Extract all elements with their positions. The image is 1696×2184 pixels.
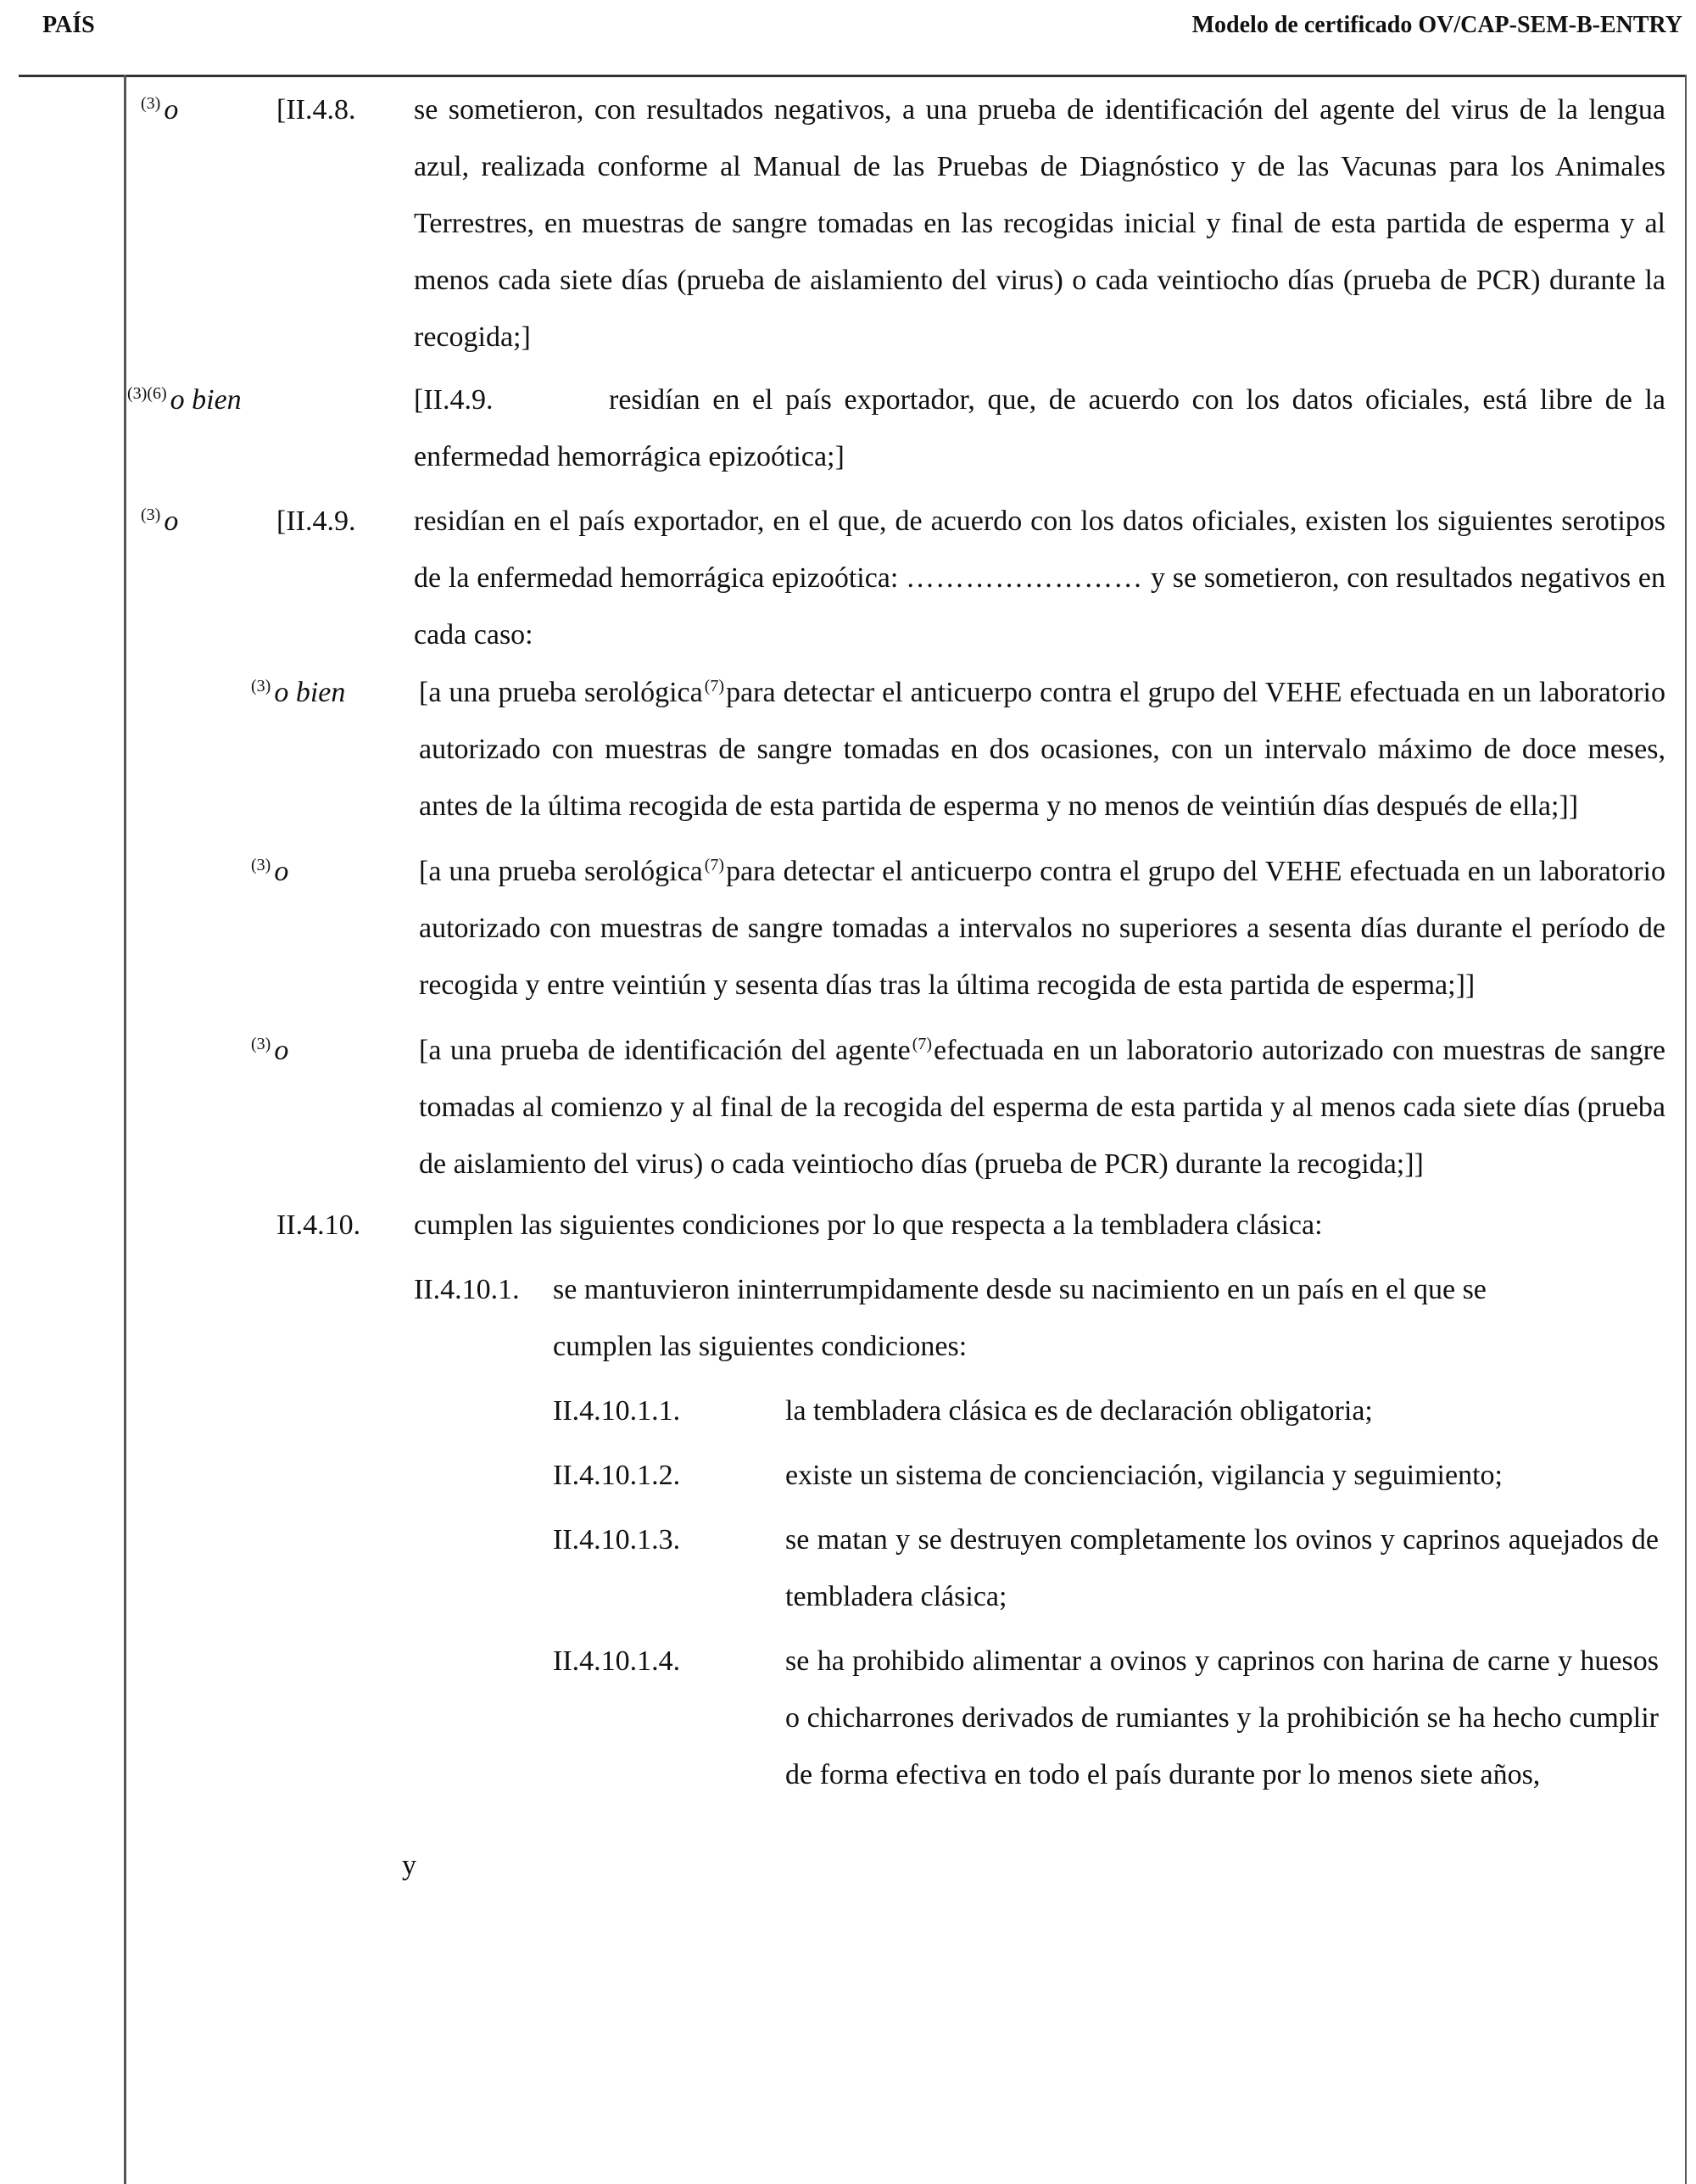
conjunction-y [0, 1837, 1696, 1894]
certificate-model-title: Modelo de certificado OV/CAP-SEM-B-ENTRY [1191, 12, 1682, 38]
clause-ii-4-10-1-4 [0, 1633, 1696, 1803]
option-text-continued: para detectar el anticuerpo contra el grupo del VEHE efectuada en un laboratorio autorizado con muestras de sangre tomadas a intervalos no superiores a sesenta días durante el período de recogida y entre veintiún y sesenta días tras la última recogida de esta partida de esperma;]] [419, 856, 1665, 1001]
clause-ii-4-10-1-2 [0, 1447, 1696, 1504]
clause-number: II.4.10.1. [414, 1274, 520, 1305]
clause-text: se ha prohibido alimentar a ovinos y caprinos con harina de carne y huesos o chicharrones derivados de rumiantes y la prohibición se ha hecho cumplir de forma efectiva en todo el país durante por lo menos siete años, [785, 1645, 1659, 1790]
clause-text-continued: y se sometieron, con resultados negativos en cada caso: [414, 562, 1666, 651]
option-marker: $^{(3)}$ o bien [251, 677, 346, 708]
option-marker: $^{(3)}$ o [251, 856, 289, 887]
clause-number: [II.4.9. [276, 506, 356, 537]
clause-text: la tembladera clásica es de declaración obligatoria; [785, 1395, 1373, 1427]
conjunction-text: y [402, 1850, 416, 1881]
option-marker: $^{(3)}$ o [251, 1035, 289, 1066]
clause-ii-4-8 [0, 81, 1696, 366]
option-marker: $^{(3)}$ o [141, 94, 179, 126]
serotype-blank-field: …………………… [906, 562, 1144, 594]
certificate-body [0, 81, 1696, 1894]
sub-option-2 [0, 843, 1696, 1014]
clause-number: II.4.10.1.4. [553, 1645, 681, 1677]
clause-text: se matan y se destruyen completamente los ovinos y caprinos aquejados de tembladera clásica; [785, 1524, 1659, 1612]
clause-number: II.4.10. [276, 1209, 361, 1241]
sub-option-1 [0, 664, 1696, 835]
clause-text: se mantuvieron ininterrumpidamente desde su nacimiento en un país en el que se cumplen las siguientes condiciones: [553, 1274, 1487, 1362]
country-label: PAÍS [42, 12, 95, 38]
clause-text: residían en el país exportador, que, de acuerdo con los datos oficiales, está libre de la enfermedad hemorrágica epizoótica;] [414, 384, 1665, 472]
footnote-ref: (7) [704, 677, 725, 695]
option-marker: $^{(3)}$ o [141, 506, 179, 537]
clause-ii-4-10-1-1 [0, 1382, 1696, 1439]
option-text: [a una prueba de identificación del agente [419, 1035, 911, 1066]
clause-text: residían en el país exportador, en el que, de acuerdo con los datos oficiales, existen los siguientes serotipos de la enfermedad hemorrágica epizoótica: [414, 506, 1665, 594]
header-rule [19, 75, 1686, 77]
option-text-continued: para detectar el anticuerpo contra el grupo del VEHE efectuada en un laboratorio autorizado con muestras de sangre tomadas en dos ocasiones, con un intervalo máximo de doce meses, antes de la última recogida de esta partida de esperma y no menos de veintiún días después de ella;]] [419, 677, 1665, 822]
clause-ii-4-10-1 [0, 1261, 1696, 1375]
sub-option-3 [0, 1022, 1696, 1193]
option-marker: $^{(3)(6)}$ o bien [127, 384, 242, 416]
clause-number: II.4.10.1.2. [553, 1460, 681, 1491]
option-text: [a una prueba serológica [419, 677, 703, 708]
footnote-ref: (7) [912, 1035, 933, 1053]
clause-number: II.4.10.1.3. [553, 1524, 681, 1556]
clause-number: II.4.10.1.1. [553, 1395, 681, 1427]
clause-ii-4-9-a [0, 371, 1696, 485]
clause-text: se sometieron, con resultados negativos, a una prueba de identificación del agente del virus de la lengua azul, realizada conforme al Manual de las Pruebas de Diagnóstico y de las Vacunas para los Animales Terrestres, en muestras de sangre tomadas en las recogidas inicial y final de esta partida de esperma y al menos cada siete días (prueba de aislamiento del virus) o cada veintiocho días (prueba de PCR) durante la recogida;] [414, 94, 1665, 353]
option-text: [a una prueba serológica [419, 856, 703, 887]
footnote-ref: (7) [704, 856, 725, 874]
clause-text: cumplen las siguientes condiciones por lo que respecta a la tembladera clásica: [414, 1209, 1323, 1241]
clause-number: [II.4.8. [276, 94, 356, 126]
clause-ii-4-9-b [0, 493, 1696, 663]
clause-number: [II.4.9. [414, 384, 494, 416]
clause-text: existe un sistema de concienciación, vigilancia y seguimiento; [785, 1460, 1503, 1491]
clause-ii-4-10-1-3 [0, 1511, 1696, 1625]
clause-ii-4-10 [0, 1197, 1696, 1254]
option-text-continued: efectuada en un laboratorio autorizado con muestras de sangre tomadas al comienzo y al final de la recogida del esperma de esta partida y al menos cada siete días (prueba de aislamiento del virus) o cada veintiocho días (prueba de PCR) durante la recogida;]] [419, 1035, 1665, 1180]
